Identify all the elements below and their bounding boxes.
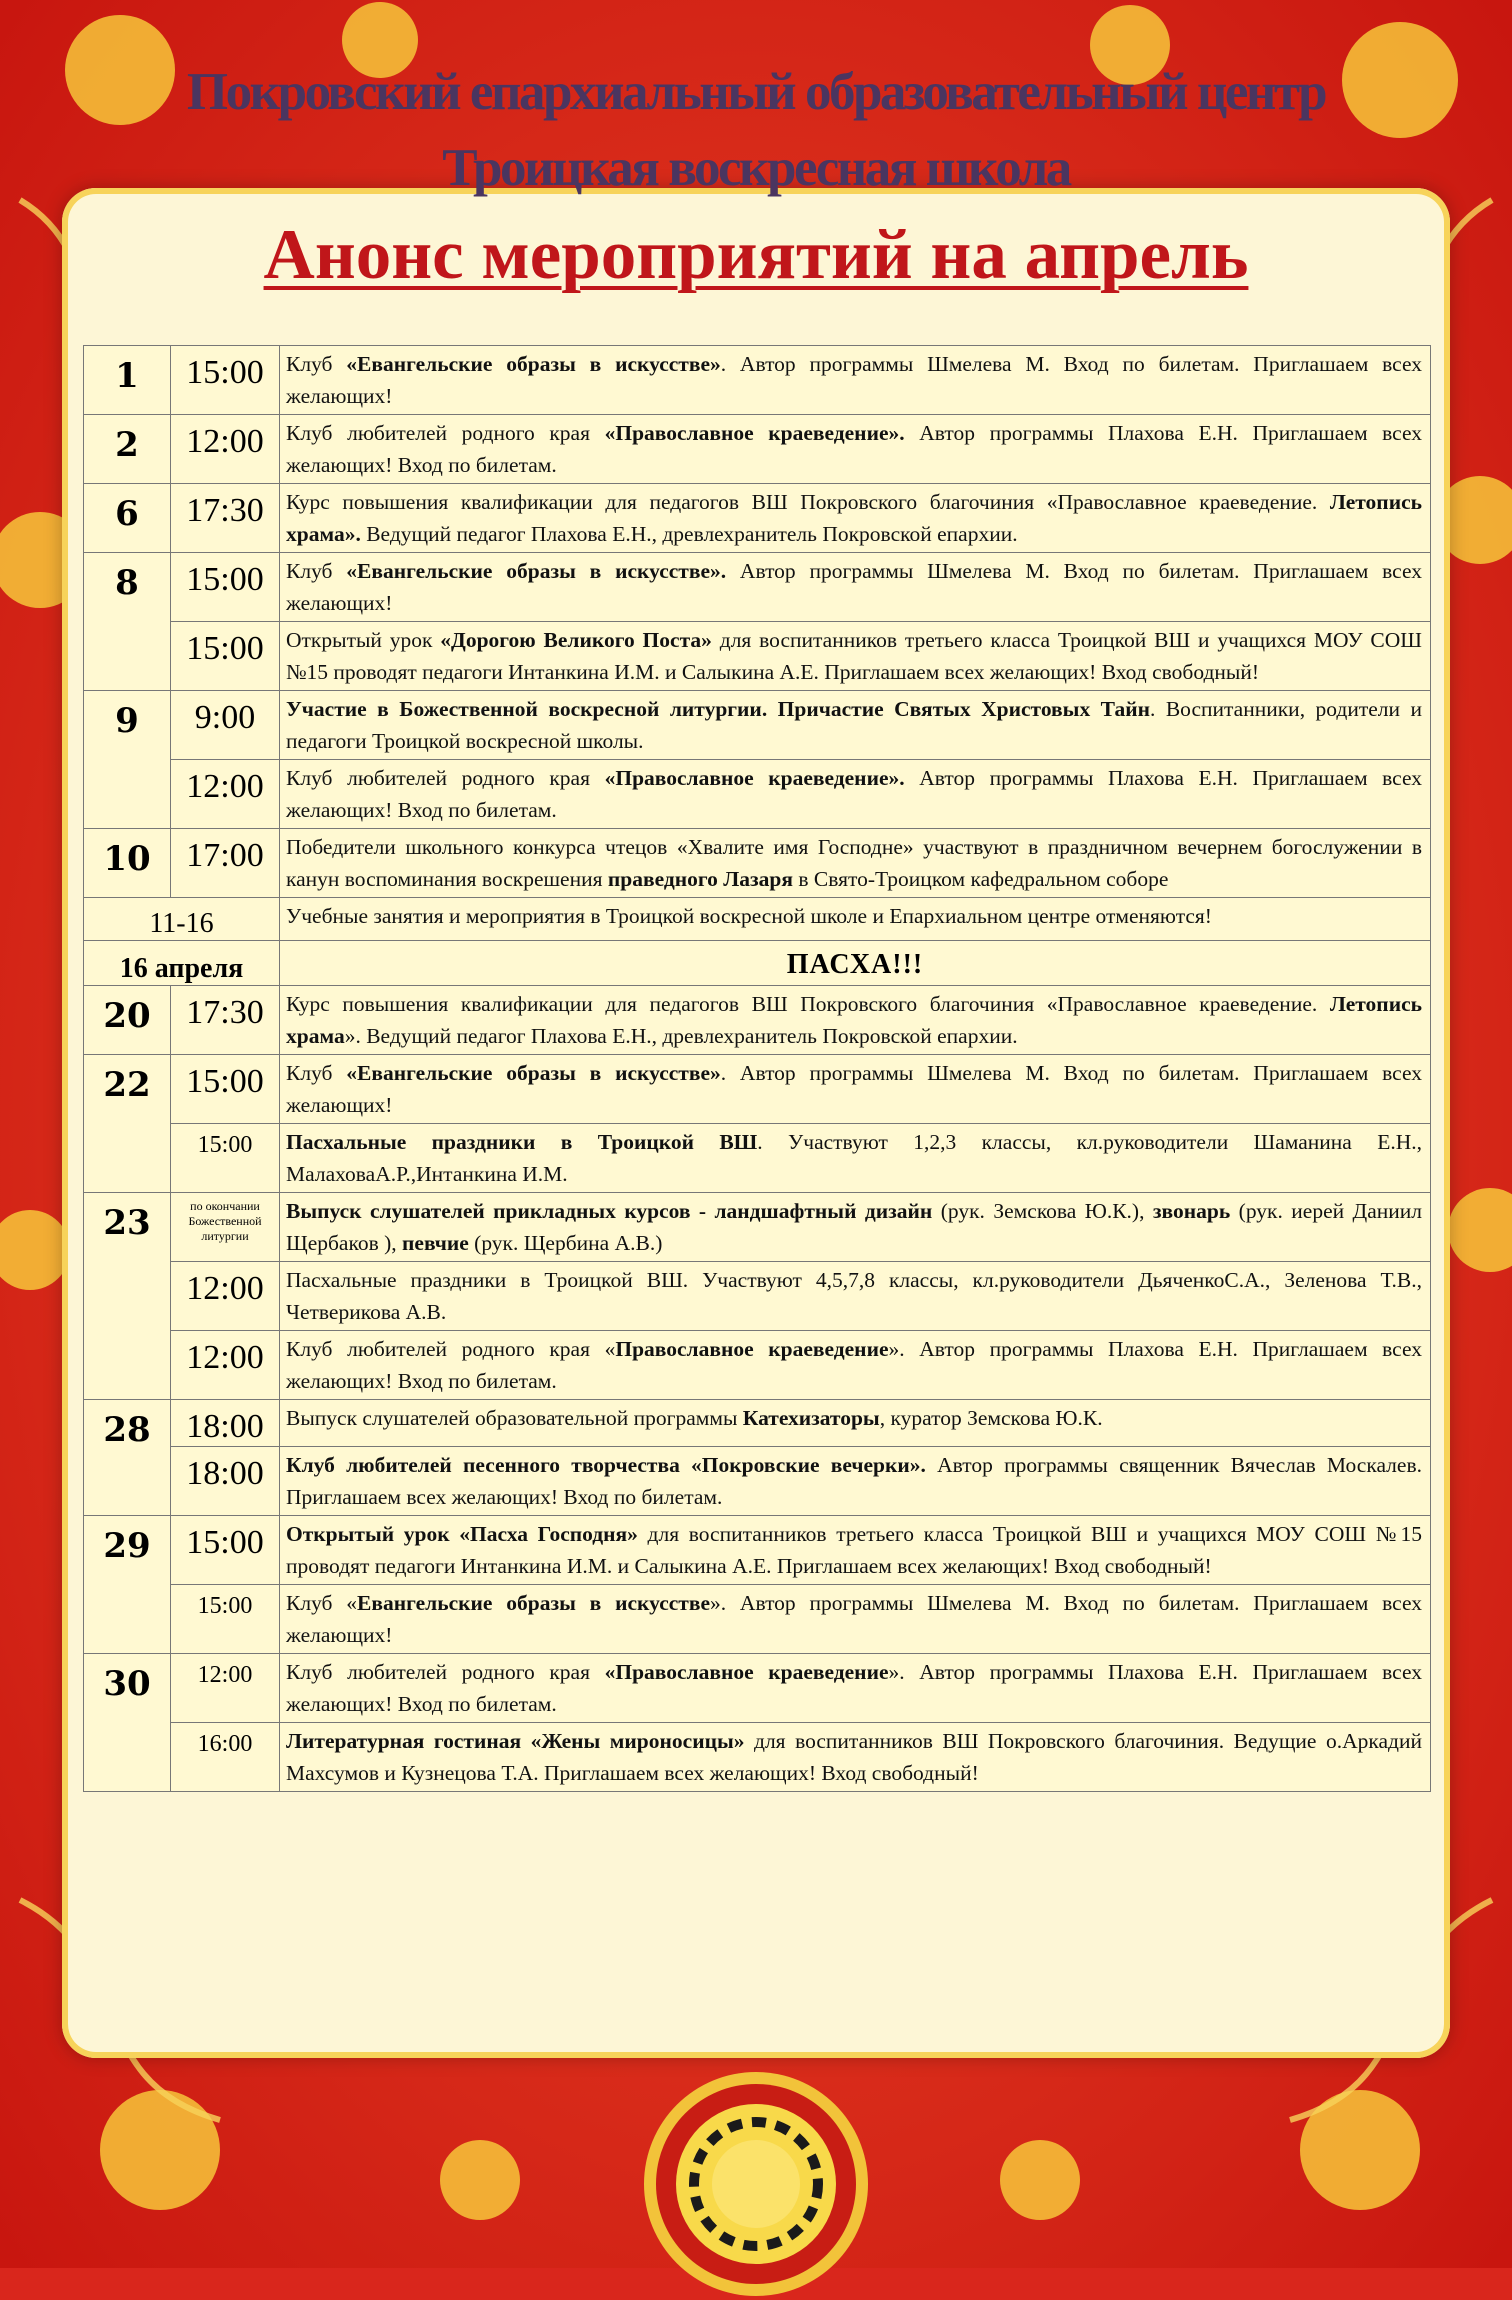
event-text: . Автор программы Шмелева М. Вход по билетам. Приглашаем всех желающих! [286, 352, 1422, 408]
event-day: 28 [84, 1400, 171, 1516]
event-text-bold: Выпуск слушателей прикладных курсов - ландшафтный дизайн [286, 1199, 933, 1223]
event-time: 15:00 [171, 1055, 280, 1124]
event-text: Ведущий педагог Плахова Е.Н., древлехранитель Покровской епархии. [360, 522, 1018, 546]
event-text: ». Ведущий педагог Плахова Е.Н., древлехранитель Покровской епархии. [344, 1024, 1018, 1048]
event-row [84, 898, 1431, 941]
event-description [280, 415, 1431, 484]
event-description [280, 553, 1431, 622]
event-time: 12:00 [171, 1331, 280, 1400]
event-text-bold: певчие [402, 1231, 469, 1255]
event-row [84, 622, 1431, 691]
event-row [84, 829, 1431, 898]
event-text-bold: Летопись храма». [286, 490, 1422, 546]
event-description [280, 1400, 1431, 1447]
event-text: ». Автор программы Шмелева М. Вход по билетам. Приглашаем всех желающих! [286, 1591, 1422, 1647]
event-text-bold: Летопись храма [286, 992, 1422, 1048]
event-description [280, 1262, 1431, 1331]
event-time: 15:00 [171, 622, 280, 691]
event-row [84, 1585, 1431, 1654]
event-text: . Автор программы Шмелева М. Вход по билетам. Приглашаем всех желающих! [286, 1061, 1422, 1117]
event-description [280, 986, 1431, 1055]
event-text: Пасхальные праздники в Троицкой ВШ. Участвуют 4,5,7,8 классы, кл.руководители ДьяченкоС.А., Зеленова Т.В., Четверикова А.В. [286, 1268, 1422, 1324]
event-day: 9 [84, 691, 171, 829]
page-title [0, 218, 1512, 292]
event-text: . Участвуют 1,2,3 классы, кл.руководители Шаманина Е.Н., МалаховаА.Р.,Интанкина И.М. [286, 1130, 1422, 1186]
event-text: Победители школьного конкурса чтецов «Хвалите имя Господне» участвуют в праздничном вечернем богослужении в канун воспоминания воскрешения [286, 835, 1422, 891]
event-time: 17:30 [171, 986, 280, 1055]
event-time: 18:00 [171, 1447, 280, 1516]
event-text: ». Автор программы Плахова Е.Н. Приглашаем всех желающих! Вход по билетам. [286, 1337, 1422, 1393]
event-day: 6 [84, 484, 171, 553]
event-text: Автор программы Шмелева М. Вход по билетам. Приглашаем всех желающих! [286, 559, 1422, 615]
event-text: Клуб [286, 352, 347, 376]
event-day: 20 [84, 986, 171, 1055]
event-text-bold: Евангельские образы в искусстве [357, 1591, 710, 1615]
event-row [84, 1400, 1431, 1447]
event-row [84, 1723, 1431, 1792]
event-day: 2 [84, 415, 171, 484]
event-time: 12:00 [171, 415, 280, 484]
event-description: ПАСХА!!! [280, 941, 1431, 986]
event-description [280, 1723, 1431, 1792]
event-description [280, 691, 1431, 760]
event-text: Клуб [286, 1061, 347, 1085]
event-text: (рук. Земскова Ю.К.), [932, 1199, 1153, 1223]
event-day: 1 [84, 346, 171, 415]
event-time: по окончании Божественной литургии [171, 1193, 280, 1262]
event-row [84, 553, 1431, 622]
event-row [84, 1331, 1431, 1400]
event-text-bold: Участие в Божественной воскресной литургии. Причастие Святых Христовых Тайн [286, 697, 1150, 721]
event-day: 23 [84, 1193, 171, 1400]
event-row [84, 1124, 1431, 1193]
event-text-bold: «Православное краеведение». [604, 421, 905, 445]
event-time: 15:00 [171, 1585, 280, 1654]
event-text-bold: Клуб любителей песенного творчества «Покровские вечерки». [286, 1453, 926, 1477]
event-row [84, 1516, 1431, 1585]
event-text: Клуб любителей родного края [286, 421, 605, 445]
event-text-bold: Открытый урок «Пасха Господня» [286, 1522, 638, 1546]
event-text: (рук. Щербина А.В.) [468, 1231, 663, 1255]
event-description [280, 484, 1431, 553]
event-text-bold: Пасхальные праздники в Троицкой ВШ [286, 1130, 758, 1154]
event-time: 9:00 [171, 691, 280, 760]
event-text-bold: «Православное краеведение [604, 1660, 889, 1684]
event-time: 15:00 [171, 1516, 280, 1585]
event-day: 8 [84, 553, 171, 691]
event-description [280, 1654, 1431, 1723]
event-row [84, 941, 1431, 986]
event-text: Открытый урок [286, 628, 441, 652]
event-text: Клуб любителей родного края [286, 766, 605, 790]
event-text: Курс повышения квалификации для педагогов ВШ Покровского благочиния «Православное краеведение. [286, 490, 1330, 514]
event-time: 15:00 [171, 1124, 280, 1193]
event-time: 16:00 [171, 1723, 280, 1792]
medallion-ornament [640, 2068, 872, 2300]
event-text: Клуб « [286, 1591, 358, 1615]
event-time: 17:00 [171, 829, 280, 898]
event-description [280, 1585, 1431, 1654]
events-schedule-table [83, 345, 1431, 1792]
event-time: 12:00 [171, 760, 280, 829]
event-description [280, 1193, 1431, 1262]
event-text: для воспитанников третьего класса Троицкой ВШ и учащихся МОУ СОШ №15 проводят педагоги Интанкина И.М. и Салыкина А.Е. Приглашаем всех желающих! Вход свободный! [286, 628, 1422, 684]
event-text-bold: Катехизаторы [742, 1406, 880, 1430]
event-description [280, 760, 1431, 829]
event-text: для воспитанников третьего класса Троицкой ВШ и учащихся МОУ СОШ №15 проводят педагоги Интанкина И.М. и Салыкина А.Е. Приглашаем всех желающих! Вход свободный! [286, 1522, 1422, 1578]
event-text: Выпуск слушателей образовательной программы [286, 1406, 743, 1430]
event-description [280, 829, 1431, 898]
event-time: 12:00 [171, 1262, 280, 1331]
event-text: ». Автор программы Плахова Е.Н. Приглашаем всех желающих! Вход по билетам. [286, 1660, 1422, 1716]
header-organization: Покровский епархиальный образовательный центр [186, 63, 1326, 121]
event-text-bold: «Евангельские образы в искусстве» [346, 352, 721, 376]
event-row [84, 1447, 1431, 1516]
event-row [84, 346, 1431, 415]
event-text-bold: звонарь [1152, 1199, 1231, 1223]
event-description [280, 1124, 1431, 1193]
page-title-text: Анонс мероприятий на апрель [263, 216, 1249, 294]
event-text: Учебные занятия и мероприятия в Троицкой воскресной школе и Епархиальном центре отменяются! [286, 904, 1212, 928]
event-row [84, 484, 1431, 553]
event-text-bold: Литературная гостиная «Жены мироносицы» [286, 1729, 745, 1753]
event-text: Автор программы Плахова Е.Н. Приглашаем всех желающих! Вход по билетам. [286, 766, 1422, 822]
event-day: 22 [84, 1055, 171, 1193]
event-row [84, 415, 1431, 484]
event-description [280, 622, 1431, 691]
event-text-bold: праведного Лазаря [607, 867, 793, 891]
event-row [84, 1193, 1431, 1262]
event-text-bold: «Евангельские образы в искусстве» [346, 1061, 721, 1085]
event-text-bold: Православное краеведение [615, 1337, 889, 1361]
event-date-range: 16 апреля [84, 941, 280, 986]
event-text: Клуб [286, 559, 347, 583]
event-row [84, 760, 1431, 829]
event-text: Клуб любителей родного края [286, 1660, 605, 1684]
event-text: (рук. иерей Даниил Щербаков ), [286, 1199, 1422, 1255]
event-description [280, 1055, 1431, 1124]
event-description [280, 1516, 1431, 1585]
event-text: в Свято-Троицком кафедральном соборе [792, 867, 1169, 891]
event-time: 17:30 [171, 484, 280, 553]
header-school: Троицкая воскресная школа [442, 139, 1070, 197]
event-day: 10 [84, 829, 171, 898]
event-time: 15:00 [171, 346, 280, 415]
event-text: Курс повышения квалификации для педагогов ВШ Покровского благочиния «Православное краеведение. [286, 992, 1330, 1016]
event-text: Автор программы Плахова Е.Н. Приглашаем всех желающих! Вход по билетам. [286, 421, 1422, 477]
event-text-bold: «Православное краеведение». [604, 766, 905, 790]
event-day: 30 [84, 1654, 171, 1792]
event-text: Клуб любителей родного края « [286, 1337, 616, 1361]
event-row [84, 1055, 1431, 1124]
event-text-bold: «Дорогою Великого Поста» [440, 628, 712, 652]
event-time: 12:00 [171, 1654, 280, 1723]
event-row [84, 1262, 1431, 1331]
event-text: , куратор Земскова Ю.К. [879, 1406, 1103, 1430]
event-row [84, 1654, 1431, 1723]
event-text: . Воспитанники, родители и педагоги Троицкой воскресной школы. [286, 697, 1422, 753]
event-description [280, 898, 1431, 941]
event-row [84, 691, 1431, 760]
event-date-range: 11-16 [84, 898, 280, 941]
event-row [84, 986, 1431, 1055]
event-text: для воспитанников ВШ Покровского благочиния. Ведущие о.Аркадий Махсумов и Кузнецова Т.А. Приглашаем всех желающих! Вход свободный! [286, 1729, 1422, 1785]
event-text: Автор программы священник Вячеслав Москалев. Приглашаем всех желающих! Вход по билетам. [286, 1453, 1422, 1509]
event-time: 15:00 [171, 553, 280, 622]
event-time: 18:00 [171, 1400, 280, 1447]
event-description [280, 1447, 1431, 1516]
event-text-bold: «Евангельские образы в искусстве». [346, 559, 727, 583]
event-description [280, 346, 1431, 415]
event-description [280, 1331, 1431, 1400]
event-day: 29 [84, 1516, 171, 1654]
